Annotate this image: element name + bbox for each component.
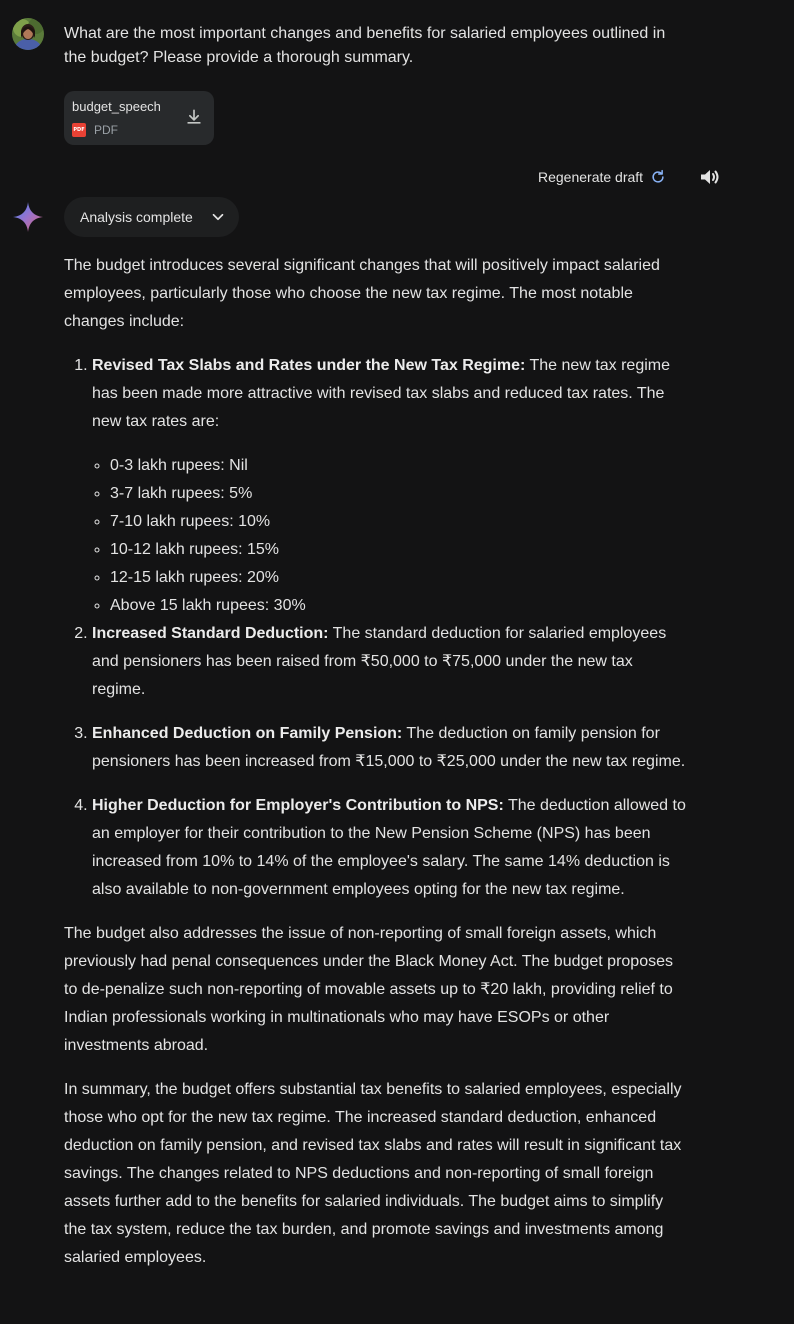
list-item <box>92 720 686 776</box>
tax-slab-item: ◦ 3-7 lakh rupees: 5% <box>110 480 686 508</box>
attachment-name: budget_speech <box>72 99 161 114</box>
tax-slab-list <box>92 452 686 620</box>
response-intro: The budget introduces several significant changes that will positively impact salaried employees, particularly those who choose the new tax regime. The most notable changes include: <box>64 257 660 330</box>
tax-slab-item: ◦ 12-15 lakh rupees: 20% <box>110 564 686 592</box>
list-item <box>92 792 686 904</box>
analysis-complete-label: Analysis complete <box>80 209 193 225</box>
tax-slab-item: ◦ Above 15 lakh rupees: 30% <box>110 592 686 620</box>
speaker-icon[interactable] <box>698 165 722 189</box>
analysis-complete-toggle[interactable] <box>64 197 239 237</box>
response-body <box>64 252 686 1288</box>
list-item-body: The deduction allowed to an employer for their contribution to the New Pension Scheme (NPS) has been increased from 10% to 14% of the employee's salary. The same 14% deduction is also available to non-government employees opting for the new tax regime. <box>92 797 686 898</box>
list-item-title: Higher Deduction for Employer's Contribution to NPS: <box>92 797 504 814</box>
pdf-file-icon: PDF <box>72 123 86 137</box>
regenerate-draft-button[interactable] <box>538 166 667 188</box>
user-prompt-text: What are the most important changes and benefits for salaried employees outlined in the budget? Please provide a thorough summary. <box>64 25 666 66</box>
tax-slab-item: ◦ 10-12 lakh rupees: 15% <box>110 536 686 564</box>
chevron-down-icon <box>209 208 227 226</box>
list-item-title: Revised Tax Slabs and Rates under the New Tax Regime: <box>92 357 526 374</box>
tax-slab-item: ◦ 0-3 lakh rupees: Nil <box>110 452 686 480</box>
avatar-image <box>12 18 44 50</box>
list-item-body: The new tax regime has been made more attractive with revised tax slabs and reduced tax rates. The new tax rates are: <box>92 357 670 430</box>
list-item-title: Enhanced Deduction on Family Pension: <box>92 725 403 742</box>
attachment-chip[interactable] <box>64 91 214 145</box>
gemini-sparkle-icon <box>12 201 44 233</box>
regenerate-draft-label: Regenerate draft <box>538 169 644 185</box>
download-icon[interactable] <box>184 107 204 127</box>
list-item-body: The deduction on family pension for pensioners has been increased from ₹15,000 to ₹25,000 under the new tax regime. <box>92 725 686 770</box>
list-item-title: Increased Standard Deduction: <box>92 625 329 642</box>
list-item <box>92 352 686 620</box>
list-item-body: The standard deduction for salaried employees and pensioners has been raised from ₹50,000 to ₹75,000 under the new tax regime. <box>92 625 667 698</box>
refresh-icon <box>649 168 667 186</box>
user-avatar[interactable] <box>12 18 44 50</box>
response-foreign-assets-paragraph: The budget also addresses the issue of non-reporting of small foreign assets, which previously had penal consequences under the Black Money Act. The budget proposes to de-penalize such non-reporting of movable assets up to ₹20 lakh, providing relief to Indian professionals working in multinationals who may have ESOPs or other investments abroad. <box>64 925 673 1054</box>
response-summary: In summary, the budget offers substantial tax benefits to salaried employees, especially those who opt for the new tax regime. The increased standard deduction, enhanced deduction on family pension, and revised tax slabs and rates will result in significant tax savings. The changes related to NPS deductions and non-reporting of small foreign assets further add to the benefits for salaried individuals. The budget aims to simplify the tax system, reduce the tax burden, and promote savings and investments among salaried employees. <box>64 1081 682 1266</box>
changes-list <box>64 352 686 904</box>
tax-slab-item: ◦ 7-10 lakh rupees: 10% <box>110 508 686 536</box>
attachment-type: PDF <box>94 123 118 137</box>
list-item <box>92 620 686 704</box>
